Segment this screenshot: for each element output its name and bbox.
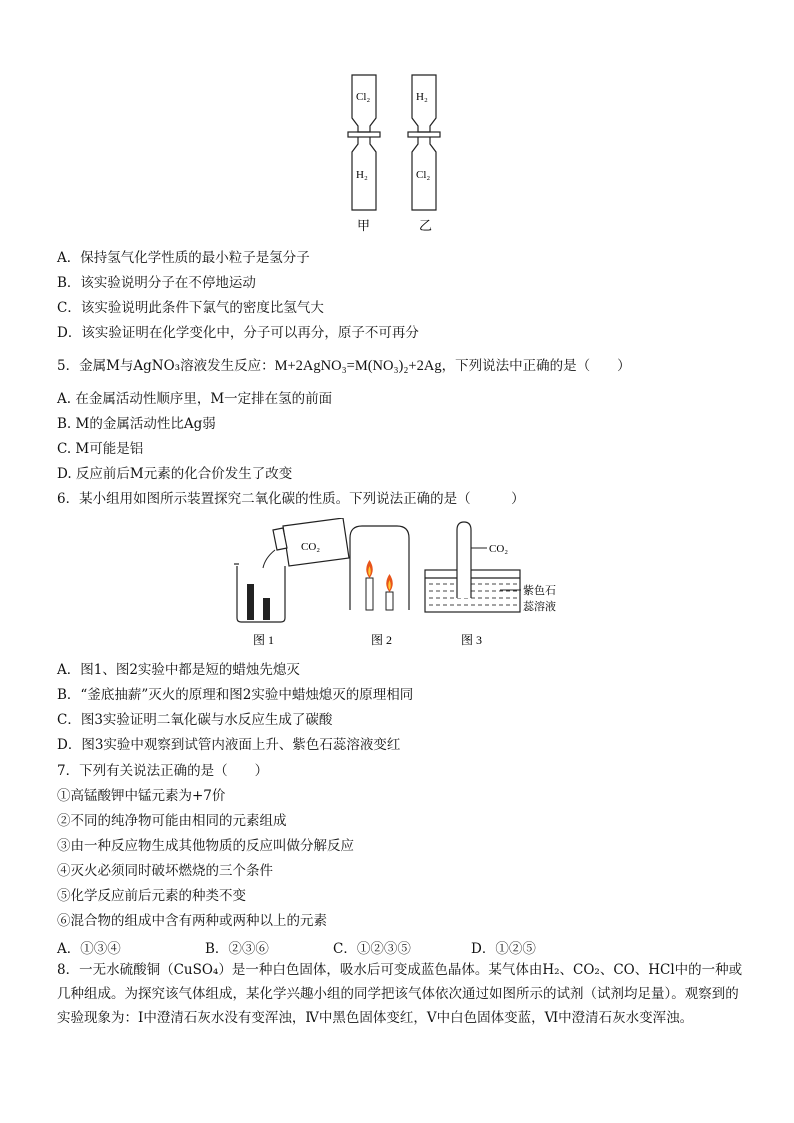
q5-option-d: D. 反应前后M元素的化合价发生了改变 <box>57 466 293 482</box>
q6-option-a: A．图1、图2实验中都是短的蜡烛先熄灭 <box>57 662 300 678</box>
fig-3-test-tube <box>457 522 471 598</box>
fig-1-candles <box>247 584 270 620</box>
q7-item-4: ④灭火必须同时破坏燃烧的三个条件 <box>57 863 273 879</box>
q7-item-2: ②不同的纯净物可能由相同的元素组成 <box>57 813 287 829</box>
q4-option-d: D．该实验证明在化学变化中，分子可以再分，原子不可再分 <box>57 325 419 341</box>
q5-option-c: C. M可能是铝 <box>57 441 144 457</box>
q7-item-3: ③由一种反应物生成其他物质的反应叫做分解反应 <box>57 838 354 854</box>
fig-2-glass-cover <box>350 526 409 610</box>
caption-fig-1: 图 1 <box>253 633 275 647</box>
caption-fig-3: 图 3 <box>461 633 483 647</box>
fig-2-candles <box>366 560 393 610</box>
q7-option-d: D．①②⑤ <box>471 941 536 957</box>
fig-1-co2-stream <box>263 550 275 568</box>
q6-stem: 6．某小组用如图所示装置探究二氧化碳的性质。下列说法正确的是（ ） <box>57 491 525 507</box>
q7-option-c: C．①②③⑤ <box>333 941 411 957</box>
q4-option-b: B．该实验说明分子在不停地运动 <box>57 275 256 291</box>
q4-option-c: C．该实验说明此条件下氯气的密度比氢气大 <box>57 300 324 316</box>
jar-yi-top-label: H₂ <box>416 91 428 103</box>
q7-item-6: ⑥混合物的组成中含有两种或两种以上的元素 <box>57 913 327 929</box>
q6-option-c: C．图3实验证明二氧化碳与水反应生成了碳酸 <box>57 712 333 728</box>
q6-option-b: B．“釜底抽薪”灭火的原理和图2实验中蜡烛熄灭的原理相同 <box>57 687 414 703</box>
q5-stem <box>57 357 631 375</box>
fig-3-solution-label-2: 蕊溶液 <box>523 601 556 613</box>
jar-jia-bottom-label: H₂ <box>356 169 368 181</box>
jar-yi-bottom-label: Cl₂ <box>416 169 431 181</box>
q5-option-a: A. 在金属活动性顺序里，M一定排在氢的前面 <box>57 391 333 407</box>
fig-3-co2-label: CO₂ <box>489 543 509 555</box>
jar-jia-top-label: Cl₂ <box>356 91 371 103</box>
fig-3-liquid-dashes <box>429 584 517 605</box>
q5-stem-prefix: 5．金属M与AgNO₃溶液发生反应： <box>57 358 275 374</box>
q5-stem-suffix: ，下列说法中正确的是（ ） <box>441 358 631 374</box>
co2-experiment-figure <box>225 518 585 653</box>
caption-fig-2: 图 2 <box>371 633 393 647</box>
q5-option-b: B. M的金属活动性比Ag弱 <box>57 416 216 432</box>
q7-item-5: ⑤化学反应前后元素的种类不变 <box>57 888 246 904</box>
gas-jar-figure <box>330 70 460 240</box>
caption-jia: 甲 <box>357 218 371 233</box>
fig-1-co2-label: CO₂ <box>301 541 321 553</box>
q7-option-a: A．①③④ <box>57 941 121 957</box>
q5-equation: M+2AgNO₃=M(NO₃)₂+2Ag <box>274 358 442 374</box>
q7-item-1: ①高锰酸钾中锰元素为+7价 <box>57 788 226 804</box>
caption-yi: 乙 <box>419 218 433 233</box>
q7-option-b: B．②③⑥ <box>205 941 269 957</box>
q8-text: 8．一无水硫酸铜（CuSO₄）是一种白色固体，吸水后可变成蓝色晶体。某气体由H₂、CO₂、CO、HCl中的一种或几种组成。为探究该气体组成，某化学兴趣小组的同学把该气体依次通过如图所示的试剂（试剂均足量）。观察到的实验现象为：Ⅰ中澄清石灰水没有变浑浊，Ⅳ中黑色固体变红，Ⅴ中白色固体变蓝，Ⅵ中澄清石灰水变浑浊。 <box>57 962 743 1026</box>
q7-stem: 7．下列有关说法正确的是（ ） <box>57 763 269 779</box>
fig-3-solution-label-1: 紫色石 <box>523 585 556 597</box>
q4-option-a: A．保持氢气化学性质的最小粒子是氢分子 <box>57 250 310 266</box>
fig-1-beaker <box>234 564 285 622</box>
q6-option-d: D．图3实验中观察到试管内液面上升、紫色石蕊溶液变红 <box>57 737 401 753</box>
